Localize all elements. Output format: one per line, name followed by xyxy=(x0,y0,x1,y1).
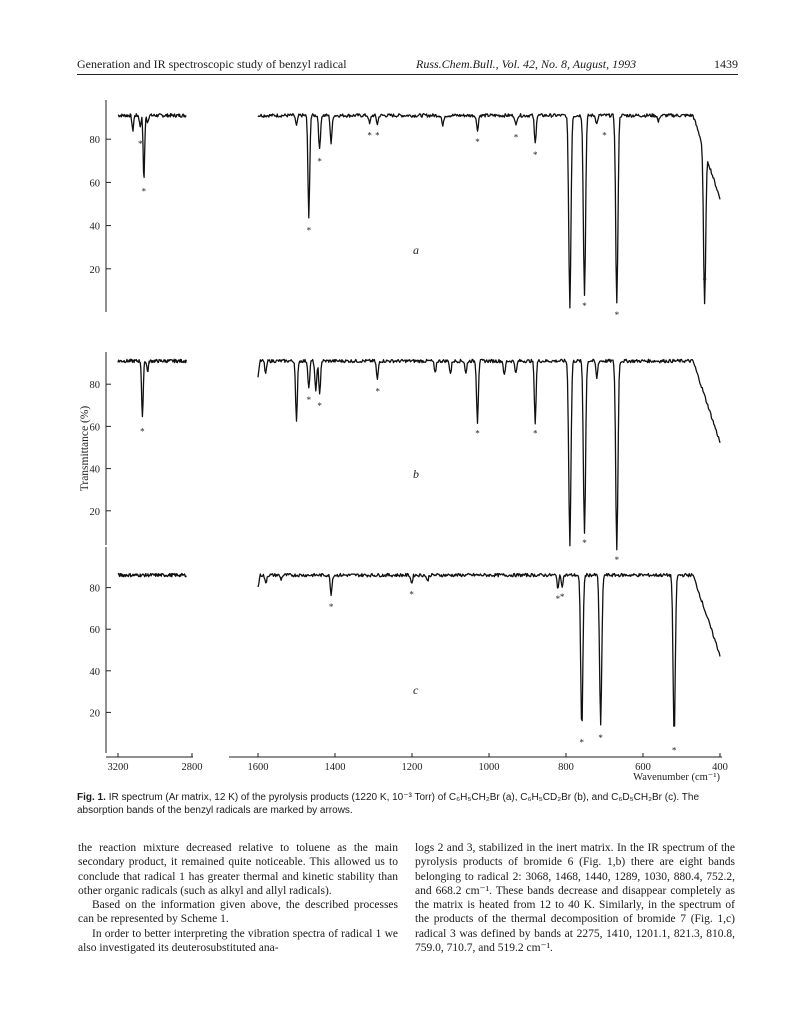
y-tick-label-b: 20 xyxy=(89,506,100,518)
band-marker: * xyxy=(475,428,480,439)
band-marker: * xyxy=(532,150,538,160)
y-tick-label-c: 60 xyxy=(89,625,100,637)
x-axis-title: Wavenumber (cm⁻¹) xyxy=(633,772,720,783)
y-tick-label-c: 40 xyxy=(89,666,100,678)
y-tick-label-b: 60 xyxy=(89,422,100,434)
y-tick-label-c: 80 xyxy=(89,583,100,595)
body-column-left xyxy=(78,841,398,955)
x-tick-label: 1200 xyxy=(401,762,423,773)
band-marker: * xyxy=(671,745,677,756)
band-marker: * xyxy=(475,137,480,148)
band-marker: * xyxy=(367,130,372,141)
spectrum-trace-a-seg2 xyxy=(258,114,720,308)
figure-caption xyxy=(77,791,739,817)
band-marker: * xyxy=(513,132,519,143)
spectrum-trace-b-seg1 xyxy=(118,359,186,416)
y-tick-label-a: 40 xyxy=(89,221,100,233)
band-marker: * xyxy=(306,394,312,405)
band-marker: * xyxy=(141,186,147,197)
band-marker: * xyxy=(555,593,561,604)
band-marker: * xyxy=(375,130,380,141)
body-column-right xyxy=(415,841,735,955)
band-marker: * xyxy=(317,401,322,412)
spectrum-trace-a-seg1 xyxy=(118,114,186,178)
panel-label-c: c xyxy=(413,683,419,697)
band-marker: * xyxy=(559,591,565,602)
band-marker: * xyxy=(532,428,538,439)
spectrum-trace-c-seg2 xyxy=(258,574,720,727)
x-tick-label: 800 xyxy=(558,762,574,773)
caption-label: Fig. 1. xyxy=(77,792,106,803)
x-tick-label: 600 xyxy=(635,762,651,773)
band-marker: * xyxy=(598,733,603,744)
x-tick-label: 3200 xyxy=(107,762,129,773)
y-tick-label-a: 20 xyxy=(89,264,100,276)
y-tick-label-b: 80 xyxy=(89,380,100,392)
x-tick-label: 1000 xyxy=(478,762,500,773)
y-tick-label-a: 60 xyxy=(89,178,100,190)
x-tick-label: 400 xyxy=(712,762,728,773)
x-tick-label: 1400 xyxy=(324,762,346,773)
spectrum-trace-c-seg1 xyxy=(118,574,186,577)
page-number: 1439 xyxy=(714,57,738,71)
band-marker: * xyxy=(579,737,585,748)
panel-label-a: a xyxy=(413,243,419,257)
paragraph: In order to better interpreting the vibration spectra of radical 1 we also investigated its deuterosubstituted ana- xyxy=(78,927,398,955)
spectrum-trace-b-seg2 xyxy=(258,359,720,550)
band-marker: * xyxy=(409,589,414,600)
header-title: Generation and IR spectroscopic study of benzyl radical xyxy=(77,57,347,71)
band-marker: * xyxy=(140,426,145,437)
band-marker: * xyxy=(614,555,620,566)
band-marker: * xyxy=(602,130,607,141)
paragraph: logs 2 and 3, stabilized in the inert matrix. In the IR spectrum of the pyrolysis products of bromide 6 (Fig. 1,b) there are eight bands belonging to radical 2: 3068, 1468, 1440, 1289, 1030, 880.4, 752.2, and 668.2 cm⁻¹. These bands decrease and disappear completely as the matrix is heated from 12 to 40 K. Similarly, in the spectrum of the products of the thermal decomposition of bromide 7 (Fig. 1,c) radical 3 was defined by bands at 2275, 1410, 1201.1, 821.3, 810.8, 759.0, 710.7, and 519.2 cm⁻¹. xyxy=(415,842,735,955)
band-marker: * xyxy=(328,602,334,613)
band-marker: * xyxy=(582,301,587,312)
paragraph: the reaction mixture decreased relative to toluene as the main secondary product, it remained quite noticeable. This allowed us to conclude that radical 1 has greater thermal and kinetic stability than other organic radicals (such as alkyl and allyl radicals). xyxy=(78,842,398,897)
x-tick-label: 2800 xyxy=(181,762,203,773)
band-marker: * xyxy=(614,309,620,320)
band-marker: * xyxy=(702,275,707,286)
band-marker: * xyxy=(317,156,322,167)
caption-text: IR spectrum (Ar matrix, 12 K) of the pyrolysis products (1220 K, 10⁻³ Torr) of C₆H₅CH₂Br (a), C₆H₅CD₂Br (b), and C₆D₅CH₂Br (c). The absorption bands of the benzyl radicals are marked by arrows. xyxy=(77,792,700,816)
y-tick-label-c: 20 xyxy=(89,708,100,720)
paragraph: Based on the information given above, the described processes can be represented by Scheme 1. xyxy=(78,899,398,926)
panel-label-b: b xyxy=(413,467,419,481)
band-marker: * xyxy=(306,225,312,236)
y-tick-label-a: 80 xyxy=(89,135,100,147)
y-tick-label-b: 40 xyxy=(89,464,100,476)
band-marker: * xyxy=(137,139,143,150)
y-axis-title: Transmittance (%) xyxy=(79,405,91,492)
band-marker: * xyxy=(582,538,587,549)
x-tick-label: 1600 xyxy=(247,762,269,773)
header-journal: Russ.Chem.Bull., Vol. 42, No. 8, August, 1993 xyxy=(416,57,637,71)
band-marker xyxy=(0,577,1,587)
band-marker: * xyxy=(375,386,380,397)
